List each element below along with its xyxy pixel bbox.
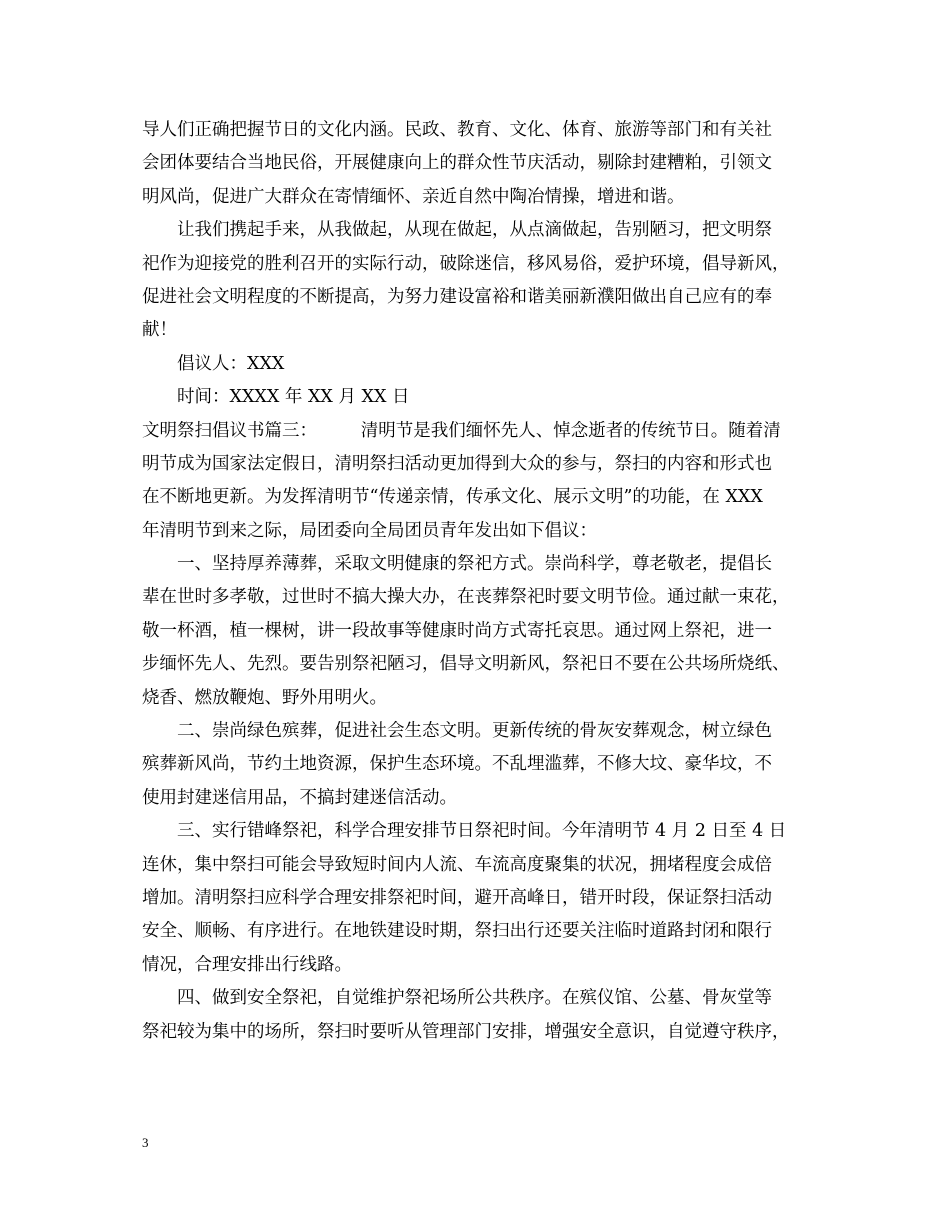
- text-line: 祀作为迎接党的胜利召开的实际行动，破除迷信，移风易俗，爱护环境，倡导新风，: [142, 253, 790, 274]
- text-line: 步缅怀先人、先烈。要告别祭祀陋习，倡导文明新风，祭祀日不要在公共场所烧纸、: [142, 654, 790, 675]
- text-line: 倡议人：XXX: [177, 353, 285, 374]
- text-line: 一、坚持厚养薄葬，采取文明健康的祭祀方式。崇尚科学，尊老敬老，提倡长: [177, 554, 772, 575]
- text-line: 时间：XXXX 年 XX 月 XX 日: [177, 387, 410, 408]
- text-line: 促进社会文明程度的不断提高，为努力建设富裕和谐美丽新濮阳做出自己应有的奉: [142, 286, 772, 307]
- text-line: 连休，集中祭扫可能会导致短时间内人流、车流高度聚集的状况，拥堵程度会成倍: [142, 854, 772, 875]
- text-line: 使用封建迷信用品，不搞封建迷信活动。: [142, 787, 457, 808]
- text-line: 辈在世时多孝敬，过世时不搞大操大办，在丧葬祭祀时要文明节俭。通过献一束花，: [142, 587, 790, 608]
- text-line: 二、崇尚绿色殡葬，促进社会生态文明。更新传统的骨灰安葬观念，树立绿色: [177, 721, 772, 742]
- text-line: 敬一杯酒，植一棵树，讲一段故事等健康时尚方式寄托哀思。通过网上祭祀，进一: [142, 620, 772, 641]
- text-line: 导人们正确把握节日的文化内涵。民政、教育、文化、体育、旅游等部门和有关社: [142, 120, 772, 140]
- text-line: 文明祭扫倡议书篇三： 清明节是我们缅怀先人、悼念逝者的传统节日。随着清: [142, 420, 781, 441]
- text-line: 情况，合理安排出行线路。: [142, 954, 352, 975]
- text-line: 年清明节到来之际，局团委向全局团员青年发出如下倡议：: [142, 520, 597, 541]
- text-line: 祭祀较为集中的场所，祭扫时要听从管理部门安排，增强安全意识，自觉遵守秩序，: [142, 1021, 790, 1042]
- text-line: 明节成为国家法定假日，清明祭扫活动更加得到大众的参与，祭扫的内容和形式也: [142, 453, 772, 474]
- text-line: 殡葬新风尚，节约土地资源，保护生态环境。不乱埋滥葬，不修大坟、豪华坟，不: [142, 754, 772, 775]
- text-line: 三、实行错峰祭祀，科学合理安排节日祭祀时间。今年清明节 4 月 2 日至 4 日: [177, 821, 787, 842]
- text-line: 四、做到安全祭祀，自觉维护祭祀场所公共秩序。在殡仪馆、公墓、骨灰堂等: [177, 988, 772, 1009]
- text-line: 增加。清明祭扫应科学合理安排祭祀时间，避开高峰日，错开时段，保证祭扫活动: [142, 887, 772, 908]
- text-line: 会团体要结合当地民俗，开展健康向上的群众性节庆活动，剔除封建糟粕，引领文: [142, 153, 772, 174]
- text-line: 让我们携起手来，从我做起，从现在做起，从点滴做起，告别陋习，把文明祭: [177, 220, 772, 241]
- text-line: 安全、顺畅、有序进行。在地铁建设时期，祭扫出行还要关注临时道路封闭和限行: [142, 921, 772, 942]
- text-line: 献！: [142, 320, 177, 341]
- text-line: 烧香、燃放鞭炮、野外用明火。: [142, 687, 387, 708]
- text-line: 明风尚，促进广大群众在寄情缅怀、亲近自然中陶冶情操，增进和谐。: [142, 186, 685, 207]
- page-number: 3: [142, 1135, 149, 1150]
- document-body: [142, 114, 816, 1049]
- text-line: 在不断地更新。为发挥清明节“传递亲情，传承文化、展示文明”的功能，在 XXX: [142, 487, 763, 508]
